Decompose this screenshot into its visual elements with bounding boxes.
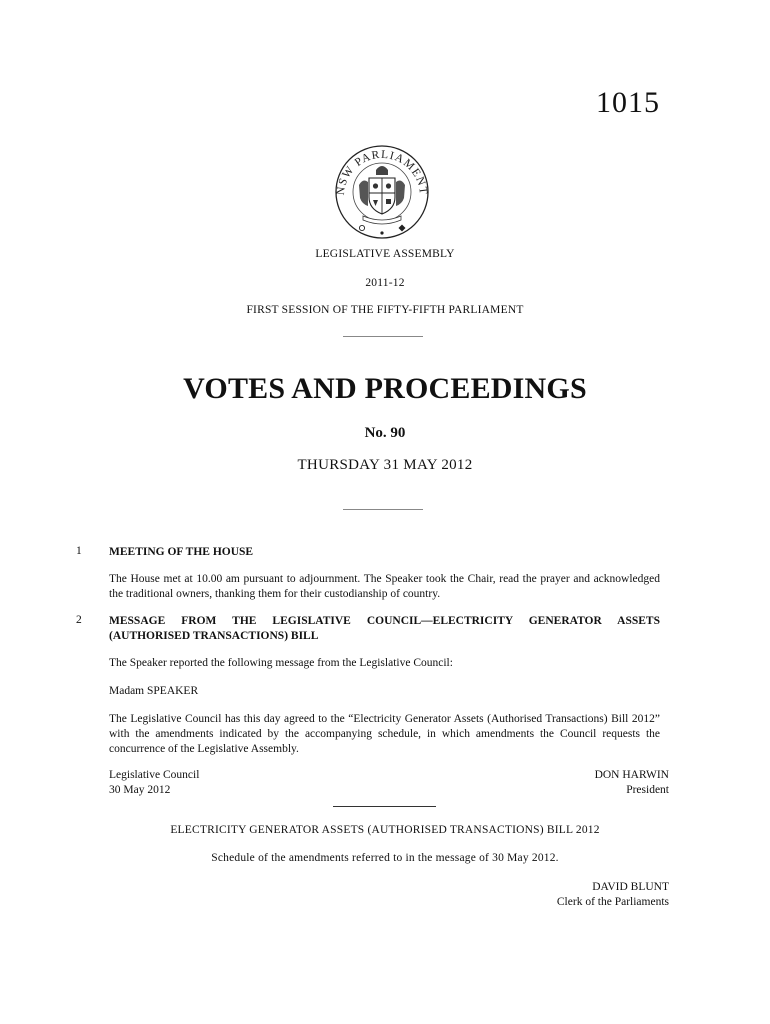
item-text: The House met at 10.00 am pursuant to adjournment. The Speaker took the Chair, read the prayer and acknowledged the traditional owners, thanking them for their custodianship of country. xyxy=(109,573,660,600)
item-number: 1 xyxy=(76,545,82,557)
message-body: The Legislative Council has this day agreed to the “Electricity Generator Assets (Authorised Transactions) Bill 2012” with the amendments indicated by the accompanying schedule, in which amendments the Council requests the concurrence of the Legislative Assembly. xyxy=(109,713,660,755)
message-divider xyxy=(333,806,436,807)
item-number: 2 xyxy=(76,614,82,626)
header-divider xyxy=(343,336,423,337)
sender-name: DON HARWIN xyxy=(594,769,669,781)
house-name: LEGISLATIVE ASSEMBLY xyxy=(315,248,455,260)
message-intro: The Speaker reported the following message from the Legislative Council: xyxy=(109,657,453,669)
title-divider xyxy=(343,509,423,510)
nsw-parliament-crest-icon xyxy=(330,140,434,244)
clerk-title: Clerk of the Parliaments xyxy=(556,896,669,908)
sender-date: 30 May 2012 xyxy=(109,784,171,796)
schedule-title: ELECTRICITY GENERATOR ASSETS (AUTHORISED TRANSACTIONS) BILL 2012 xyxy=(170,824,600,836)
message-salutation: Madam SPEAKER xyxy=(109,685,199,697)
document-title: VOTES AND PROCEEDINGS xyxy=(183,372,587,405)
session-years: 2011-12 xyxy=(365,277,405,289)
clerk-name: DAVID BLUNT xyxy=(592,881,669,893)
page-number: 1015 xyxy=(596,86,660,119)
sender-title: President xyxy=(626,784,669,796)
schedule-text: Schedule of the amendments referred to in the message of 30 May 2012. xyxy=(211,852,559,864)
crest-text: NSW PARLIAMENT xyxy=(334,148,430,196)
sitting-date: THURSDAY 31 MAY 2012 xyxy=(297,457,473,473)
issue-number: No. 90 xyxy=(364,425,406,441)
session-name: FIRST SESSION OF THE FIFTY-FIFTH PARLIAMENT xyxy=(246,304,524,316)
item-heading: MEETING OF THE HOUSE xyxy=(109,546,254,558)
item-heading: MESSAGE FROM THE LEGISLATIVE COUNCIL—ELECTRICITY GENERATOR ASSETS (AUTHORISED TRANSACTIONS) BILL xyxy=(109,615,660,642)
sender-place: Legislative Council xyxy=(109,769,200,781)
